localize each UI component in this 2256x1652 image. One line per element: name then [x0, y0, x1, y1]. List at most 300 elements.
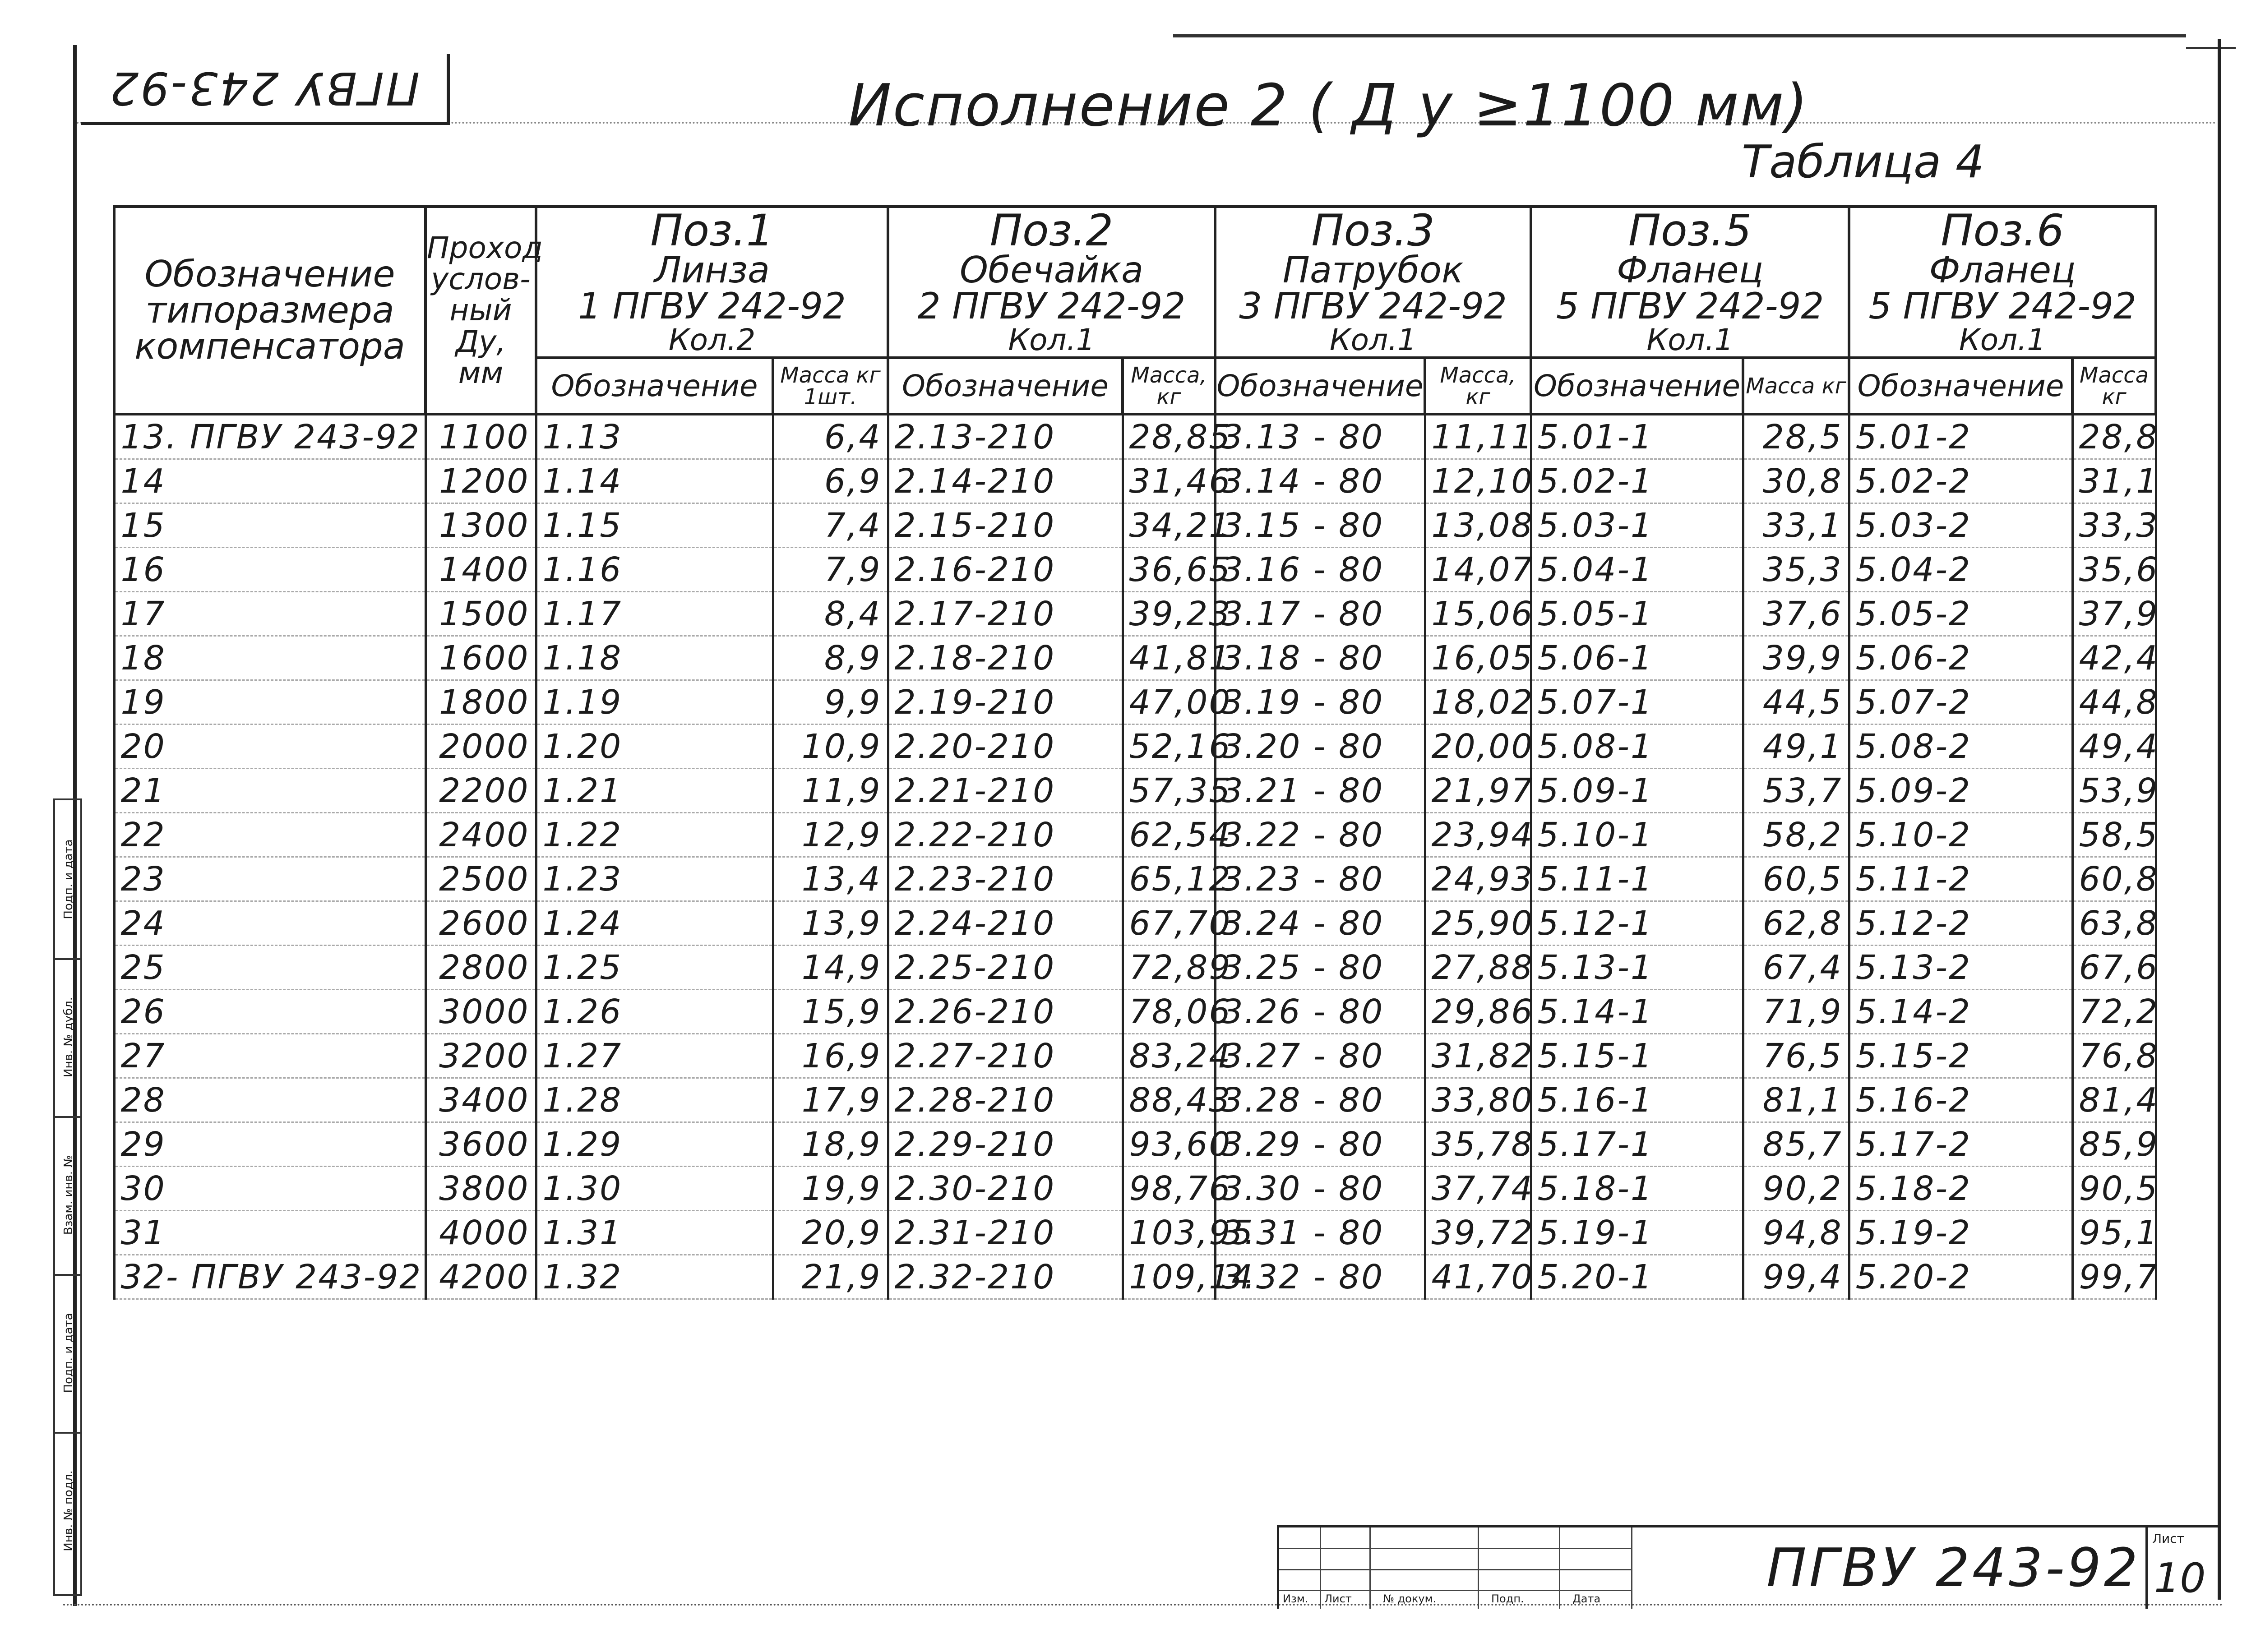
cell-pos6-mass: 72,2 — [2072, 990, 2156, 1034]
cell-designation: 28 — [114, 1078, 425, 1122]
tb-col-label: Дата — [1572, 1592, 1601, 1605]
cell-pos1-mass: 6,9 — [773, 459, 888, 503]
cell-pos3-mass: 20,00 — [1425, 724, 1531, 769]
cell-pos1-mass: 14,9 — [773, 946, 888, 990]
cell-pos6-mass: 28,8 — [2072, 414, 2156, 459]
cell-pos5-code: 5.10-1 — [1531, 813, 1743, 857]
header-passage — [425, 207, 543, 414]
table-row — [114, 548, 2156, 592]
cell-pos6-mass: 35,6 — [2072, 548, 2156, 592]
cell-pos3-code: 3.17 - 80 — [1215, 592, 1425, 636]
cell-pos3-code: 3.18 - 80 — [1215, 636, 1425, 680]
left-margin-label: Подп. и дата — [62, 1313, 75, 1393]
left-margin-label: Подп. и дата — [62, 839, 75, 919]
cell-pos5-code: 5.07-1 — [1531, 680, 1743, 724]
left-margin-label: Инв. № подл. — [62, 1470, 75, 1551]
cell-pos2-code: 2.23-210 — [888, 857, 1123, 901]
cell-passage: 3600 — [425, 1122, 536, 1167]
table-row — [114, 1255, 2156, 1299]
cell-pos2-mass: 31,46 — [1123, 459, 1215, 503]
cell-pos2-code: 2.19-210 — [888, 680, 1123, 724]
cell-pos5-mass: 60,5 — [1743, 857, 1849, 901]
cell-designation: 18 — [114, 636, 425, 680]
cell-pos2-mass: 47,00 — [1123, 680, 1215, 724]
cell-designation: 22 — [114, 813, 425, 857]
group-pos: Поз.2 — [989, 205, 1114, 256]
col-mass: Масса кг — [1743, 358, 1849, 414]
cell-pos1-code: 1.28 — [536, 1078, 773, 1122]
cell-pos1-mass: 16,9 — [773, 1034, 888, 1078]
table-row — [114, 1167, 2156, 1211]
cell-pos2-mass: 28,85 — [1123, 414, 1215, 459]
cell-pos5-code: 5.05-1 — [1531, 592, 1743, 636]
cell-pos6-mass: 95,1 — [2072, 1211, 2156, 1255]
group-pos: Поз.1 — [650, 205, 774, 256]
cell-pos5-mass: 44,5 — [1743, 680, 1849, 724]
cell-pos6-mass: 53,9 — [2072, 769, 2156, 813]
cell-pos6-code: 5.19-2 — [1849, 1211, 2072, 1255]
frame-corner-tick — [2186, 47, 2236, 49]
cell-pos2-mass: 83,24 — [1123, 1034, 1215, 1078]
document-code: ПГВУ 243-92 — [1766, 1537, 2140, 1599]
cell-pos1-mass: 7,9 — [773, 548, 888, 592]
cell-pos2-mass: 34,21 — [1123, 503, 1215, 548]
cell-pos6-mass: 42,4 — [2072, 636, 2156, 680]
cell-pos6-code: 5.07-2 — [1849, 680, 2072, 724]
cell-pos2-code: 2.28-210 — [888, 1078, 1123, 1122]
cell-designation: 20 — [114, 724, 425, 769]
cell-pos5-code: 5.08-1 — [1531, 724, 1743, 769]
cell-passage: 1500 — [425, 592, 536, 636]
cell-pos5-code: 5.01-1 — [1531, 414, 1743, 459]
table-row — [114, 1122, 2156, 1167]
cell-passage: 3000 — [425, 990, 536, 1034]
cell-designation: 13. ПГВУ 243-92 — [114, 414, 425, 459]
group-name: Фланец — [1617, 249, 1764, 291]
cell-passage: 2000 — [425, 724, 536, 769]
cell-designation: 32- ПГВУ 243-92 — [114, 1255, 425, 1299]
cell-pos2-code: 2.21-210 — [888, 769, 1123, 813]
cell-pos5-code: 5.13-1 — [1531, 946, 1743, 990]
cell-pos6-mass: 81,4 — [2072, 1078, 2156, 1122]
cell-passage: 2200 — [425, 769, 536, 813]
cell-pos5-mass: 81,1 — [1743, 1078, 1849, 1122]
cell-pos2-code: 2.26-210 — [888, 990, 1123, 1034]
sheet-box — [2145, 1527, 2206, 1609]
cell-pos1-mass: 13,4 — [773, 857, 888, 901]
cell-pos6-code: 5.04-2 — [1849, 548, 2072, 592]
cell-pos2-code: 2.32-210 — [888, 1255, 1123, 1299]
table-row — [114, 414, 2156, 459]
cell-pos3-mass: 25,90 — [1425, 901, 1531, 946]
cell-pos6-mass: 99,7 — [2072, 1255, 2156, 1299]
header-group-pos6 — [1849, 207, 2156, 358]
table-label: Таблица 4 — [1742, 135, 1984, 188]
cell-pos1-mass: 8,4 — [773, 592, 888, 636]
cell-pos3-mass: 27,88 — [1425, 946, 1531, 990]
col-mass: Масса, кг — [1425, 358, 1531, 414]
cell-passage: 2400 — [425, 813, 536, 857]
cell-pos6-mass: 63,8 — [2072, 901, 2156, 946]
cell-pos3-code: 3.14 - 80 — [1215, 459, 1425, 503]
spec-table — [113, 205, 2157, 1300]
cell-pos5-mass: 37,6 — [1743, 592, 1849, 636]
table-row — [114, 1078, 2156, 1122]
cell-pos3-mass: 24,93 — [1425, 857, 1531, 901]
group-qty: Кол.2 — [668, 322, 756, 357]
cell-pos6-mass: 31,1 — [2072, 459, 2156, 503]
cell-pos3-code: 3.31 - 80 — [1215, 1211, 1425, 1255]
table-body — [114, 414, 2159, 1299]
group-qty: Кол.1 — [1959, 322, 2046, 357]
cell-pos5-code: 5.17-1 — [1531, 1122, 1743, 1167]
cell-pos3-code: 3.23 - 80 — [1215, 857, 1425, 901]
cell-pos5-code: 5.06-1 — [1531, 636, 1743, 680]
cell-designation: 26 — [114, 990, 425, 1034]
cell-pos1-code: 1.25 — [536, 946, 773, 990]
cell-pos1-code: 1.26 — [536, 990, 773, 1034]
cell-pos2-code: 2.13-210 — [888, 414, 1123, 459]
cell-pos5-code: 5.02-1 — [1531, 459, 1743, 503]
cell-pos3-code: 3.20 - 80 — [1215, 724, 1425, 769]
col-code: Обозначение — [536, 358, 773, 414]
header-passage-l2: услов- — [431, 262, 531, 297]
cell-pos6-code: 5.15-2 — [1849, 1034, 2072, 1078]
cell-pos3-mass: 16,05 — [1425, 636, 1531, 680]
cell-pos6-mass: 49,4 — [2072, 724, 2156, 769]
col-code: Обозначение — [1215, 358, 1425, 414]
cell-pos5-mass: 90,2 — [1743, 1167, 1849, 1211]
cell-pos1-mass: 7,4 — [773, 503, 888, 548]
cell-pos3-code: 3.24 - 80 — [1215, 901, 1425, 946]
cell-pos6-code: 5.17-2 — [1849, 1122, 2072, 1167]
cell-pos3-code: 3.22 - 80 — [1215, 813, 1425, 857]
cell-pos3-mass: 29,86 — [1425, 990, 1531, 1034]
cell-pos5-code: 5.15-1 — [1531, 1034, 1743, 1078]
cell-pos2-mass: 98,76 — [1123, 1167, 1215, 1211]
tb-col-label: Изм. — [1283, 1592, 1308, 1605]
col-mass: Масса, кг — [1123, 358, 1215, 414]
left-margin-label: Инв. № дубл. — [62, 997, 75, 1077]
cell-pos1-mass: 6,4 — [773, 414, 888, 459]
group-doc: 5 ПГВУ 242-92 — [1556, 285, 1824, 327]
group-doc: 5 ПГВУ 242-92 — [1868, 285, 2136, 327]
cell-pos3-mass: 11,11 — [1425, 414, 1531, 459]
cell-pos3-code: 3.28 - 80 — [1215, 1078, 1425, 1122]
cell-designation: 27 — [114, 1034, 425, 1078]
cell-pos2-mass: 109,14 — [1123, 1255, 1215, 1299]
cell-pos2-code: 2.17-210 — [888, 592, 1123, 636]
header-group-pos5 — [1531, 207, 1849, 358]
cell-pos3-mass: 12,10 — [1425, 459, 1531, 503]
cell-designation: 24 — [114, 901, 425, 946]
group-name: Линза — [654, 249, 770, 291]
cell-passage: 1600 — [425, 636, 536, 680]
cell-pos2-code: 2.14-210 — [888, 459, 1123, 503]
cell-pos5-code: 5.18-1 — [1531, 1167, 1743, 1211]
cell-pos1-mass: 8,9 — [773, 636, 888, 680]
cell-pos2-code: 2.15-210 — [888, 503, 1123, 548]
group-doc: 2 ПГВУ 242-92 — [917, 285, 1186, 327]
cell-pos1-code: 1.27 — [536, 1034, 773, 1078]
cell-pos6-code: 5.09-2 — [1849, 769, 2072, 813]
group-doc: 1 ПГВУ 242-92 — [578, 285, 846, 327]
cell-designation: 31 — [114, 1211, 425, 1255]
cell-pos1-mass: 21,9 — [773, 1255, 888, 1299]
cell-pos6-code: 5.13-2 — [1849, 946, 2072, 990]
cell-pos1-code: 1.32 — [536, 1255, 773, 1299]
cell-pos3-mass: 39,72 — [1425, 1211, 1531, 1255]
header-group-pos1 — [536, 207, 888, 358]
cell-pos3-mass: 21,97 — [1425, 769, 1531, 813]
cell-designation: 16 — [114, 548, 425, 592]
cell-pos1-code: 1.17 — [536, 592, 773, 636]
group-doc: 3 ПГВУ 242-92 — [1239, 285, 1507, 327]
cell-pos1-mass: 12,9 — [773, 813, 888, 857]
cell-pos6-code: 5.05-2 — [1849, 592, 2072, 636]
col-code: Обозначение — [1849, 358, 2072, 414]
cell-pos6-mass: 67,6 — [2072, 946, 2156, 990]
cell-pos2-mass: 39,23 — [1123, 592, 1215, 636]
header-passage-l3: ный — [449, 293, 512, 328]
cell-pos5-code: 5.12-1 — [1531, 901, 1743, 946]
cell-pos2-mass: 72,89 — [1123, 946, 1215, 990]
cell-pos5-mass: 85,7 — [1743, 1122, 1849, 1167]
header-designation-l3: компенсатора — [134, 325, 405, 367]
cell-pos5-mass: 58,2 — [1743, 813, 1849, 857]
cell-pos6-code: 5.03-2 — [1849, 503, 2072, 548]
cell-pos2-code: 2.30-210 — [888, 1167, 1123, 1211]
cell-pos1-code: 1.22 — [536, 813, 773, 857]
cell-pos5-code: 5.16-1 — [1531, 1078, 1743, 1122]
table-row — [114, 1034, 2156, 1078]
col-mass: Масса кг — [2072, 358, 2156, 414]
header-designation-l2: типоразмера — [145, 289, 394, 331]
cell-pos2-mass: 57,35 — [1123, 769, 1215, 813]
cell-pos5-mass: 53,7 — [1743, 769, 1849, 813]
cell-pos3-code: 3.26 - 80 — [1215, 990, 1425, 1034]
cell-designation: 19 — [114, 680, 425, 724]
cell-pos1-code: 1.15 — [536, 503, 773, 548]
header-passage-l1: Проход — [427, 230, 543, 265]
cell-pos3-code: 3.29 - 80 — [1215, 1122, 1425, 1167]
cell-pos3-code: 3.13 - 80 — [1215, 414, 1425, 459]
cell-passage: 2500 — [425, 857, 536, 901]
cell-pos2-mass: 62,54 — [1123, 813, 1215, 857]
cell-pos6-mass: 44,8 — [2072, 680, 2156, 724]
cell-passage: 2600 — [425, 901, 536, 946]
cell-pos6-mass: 90,5 — [2072, 1167, 2156, 1211]
table-row — [114, 680, 2156, 724]
group-pos: Поз.6 — [1941, 205, 2064, 256]
cell-pos6-code: 5.18-2 — [1849, 1167, 2072, 1211]
table-row — [114, 813, 2156, 857]
cell-pos1-code: 1.19 — [536, 680, 773, 724]
cell-pos3-code: 3.19 - 80 — [1215, 680, 1425, 724]
cell-pos1-mass: 19,9 — [773, 1167, 888, 1211]
cell-pos1-mass: 17,9 — [773, 1078, 888, 1122]
cell-pos2-mass: 36,65 — [1123, 548, 1215, 592]
left-margin-stamp — [53, 798, 82, 1596]
cell-pos1-code: 1.21 — [536, 769, 773, 813]
cell-pos2-mass: 65,12 — [1123, 857, 1215, 901]
cell-pos5-code: 5.04-1 — [1531, 548, 1743, 592]
cell-designation: 14 — [114, 459, 425, 503]
tb-col-label: Лист — [1324, 1592, 1352, 1605]
cell-pos5-mass: 76,5 — [1743, 1034, 1849, 1078]
header-designation — [114, 207, 425, 414]
tb-col-label: № докум. — [1383, 1592, 1437, 1605]
table-row — [114, 946, 2156, 990]
cell-pos5-code: 5.20-1 — [1531, 1255, 1743, 1299]
cell-pos5-code: 5.09-1 — [1531, 769, 1743, 813]
cell-pos6-code: 5.01-2 — [1849, 414, 2072, 459]
cell-pos6-mass: 33,3 — [2072, 503, 2156, 548]
group-name: Обечайка — [959, 249, 1144, 291]
cell-passage: 1100 — [425, 414, 536, 459]
cell-pos6-code: 5.02-2 — [1849, 459, 2072, 503]
title-block — [1277, 1525, 2220, 1609]
cell-pos5-mass: 33,1 — [1743, 503, 1849, 548]
cell-pos5-mass: 49,1 — [1743, 724, 1849, 769]
table-row — [114, 636, 2156, 680]
cell-passage: 4200 — [425, 1255, 536, 1299]
cell-pos3-mass: 35,78 — [1425, 1122, 1531, 1167]
cell-pos1-mass: 11,9 — [773, 769, 888, 813]
header-group-pos2 — [888, 207, 1215, 358]
cell-pos1-code: 1.13 — [536, 414, 773, 459]
cell-pos3-mass: 37,74 — [1425, 1167, 1531, 1211]
cell-passage: 4000 — [425, 1211, 536, 1255]
cell-pos6-code: 5.20-2 — [1849, 1255, 2072, 1299]
cell-pos3-mass: 13,08 — [1425, 503, 1531, 548]
frame-right-border — [2218, 39, 2221, 1600]
cell-pos5-mass: 94,8 — [1743, 1211, 1849, 1255]
cell-pos5-code: 5.03-1 — [1531, 503, 1743, 548]
cell-pos1-code: 1.30 — [536, 1167, 773, 1211]
cell-pos6-code: 5.06-2 — [1849, 636, 2072, 680]
cell-pos6-mass: 85,9 — [2072, 1122, 2156, 1167]
cell-pos3-mass: 41,70 — [1425, 1255, 1531, 1299]
cell-passage: 1400 — [425, 548, 536, 592]
cell-pos1-code: 1.16 — [536, 548, 773, 592]
cell-pos5-code: 5.11-1 — [1531, 857, 1743, 901]
table-row — [114, 769, 2156, 813]
cell-pos1-mass: 10,9 — [773, 724, 888, 769]
left-margin-label: Взам. инв. № — [62, 1155, 75, 1235]
cell-designation: 29 — [114, 1122, 425, 1167]
cell-pos5-mass: 99,4 — [1743, 1255, 1849, 1299]
group-pos: Поз.3 — [1311, 205, 1435, 256]
cell-passage: 1800 — [425, 680, 536, 724]
group-name: Фланец — [1929, 249, 2076, 291]
cell-pos6-mass: 37,9 — [2072, 592, 2156, 636]
frame-top-border — [1173, 34, 2186, 37]
cell-pos3-mass: 23,94 — [1425, 813, 1531, 857]
cell-pos3-code: 3.15 - 80 — [1215, 503, 1425, 548]
group-qty: Кол.1 — [1646, 322, 1734, 357]
cell-pos2-code: 2.27-210 — [888, 1034, 1123, 1078]
col-code: Обозначение — [1531, 358, 1743, 414]
header-passage-l4: Ду, — [455, 324, 506, 359]
cell-pos2-code: 2.29-210 — [888, 1122, 1123, 1167]
cell-pos3-code: 3.16 - 80 — [1215, 548, 1425, 592]
cell-pos1-code: 1.20 — [536, 724, 773, 769]
cell-passage: 1300 — [425, 503, 536, 548]
revision-stamp-text: ПГВУ 243-92 — [108, 62, 420, 115]
sheet-label: Лист — [2152, 1531, 2184, 1546]
cell-pos5-mass: 62,8 — [1743, 901, 1849, 946]
cell-pos1-code: 1.14 — [536, 459, 773, 503]
cell-pos2-mass: 93,60 — [1123, 1122, 1215, 1167]
table-row — [114, 857, 2156, 901]
cell-pos1-code: 1.29 — [536, 1122, 773, 1167]
cell-pos3-code: 3.25 - 80 — [1215, 946, 1425, 990]
cell-pos6-code: 5.08-2 — [1849, 724, 2072, 769]
cell-pos5-mass: 30,8 — [1743, 459, 1849, 503]
cell-pos6-code: 5.14-2 — [1849, 990, 2072, 1034]
group-name: Патрубок — [1282, 249, 1464, 291]
col-mass: Масса кг 1шт. — [773, 358, 888, 414]
table-row — [114, 901, 2156, 946]
cell-pos3-mass: 31,82 — [1425, 1034, 1531, 1078]
cell-pos1-code: 1.18 — [536, 636, 773, 680]
cell-pos5-mass: 39,9 — [1743, 636, 1849, 680]
table-row — [114, 990, 2156, 1034]
header-group-pos3 — [1215, 207, 1531, 358]
cell-pos2-code: 2.24-210 — [888, 901, 1123, 946]
table-row — [114, 503, 2156, 548]
cell-pos6-code: 5.11-2 — [1849, 857, 2072, 901]
cell-pos2-code: 2.20-210 — [888, 724, 1123, 769]
cell-pos1-mass: 20,9 — [773, 1211, 888, 1255]
cell-pos6-code: 5.10-2 — [1849, 813, 2072, 857]
cell-pos6-code: 5.12-2 — [1849, 901, 2072, 946]
cell-pos2-mass: 78,06 — [1123, 990, 1215, 1034]
cell-passage: 1200 — [425, 459, 536, 503]
cell-pos2-code: 2.25-210 — [888, 946, 1123, 990]
cell-pos6-mass: 76,8 — [2072, 1034, 2156, 1078]
cell-pos6-mass: 58,5 — [2072, 813, 2156, 857]
page-title: Исполнение 2 ( Д у ≥1100 мм) — [848, 72, 1809, 139]
table-row — [114, 724, 2156, 769]
cell-designation: 25 — [114, 946, 425, 990]
revision-stamp — [81, 54, 450, 125]
cell-pos2-mass: 41,81 — [1123, 636, 1215, 680]
cell-pos2-code: 2.18-210 — [888, 636, 1123, 680]
group-qty: Кол.1 — [1008, 322, 1095, 357]
cell-pos3-mass: 18,02 — [1425, 680, 1531, 724]
cell-pos6-code: 5.16-2 — [1849, 1078, 2072, 1122]
col-code: Обозначение — [888, 358, 1123, 414]
cell-pos5-code: 5.14-1 — [1531, 990, 1743, 1034]
cell-pos1-code: 1.23 — [536, 857, 773, 901]
cell-pos5-mass: 71,9 — [1743, 990, 1849, 1034]
sheet-number: 10 — [2154, 1555, 2206, 1602]
cell-pos3-code: 3.27 - 80 — [1215, 1034, 1425, 1078]
cell-pos2-code: 2.16-210 — [888, 548, 1123, 592]
cell-pos1-mass: 15,9 — [773, 990, 888, 1034]
group-qty: Кол.1 — [1329, 322, 1417, 357]
cell-pos1-mass: 13,9 — [773, 901, 888, 946]
cell-pos3-code: 3.30 - 80 — [1215, 1167, 1425, 1211]
cell-pos5-mass: 35,3 — [1743, 548, 1849, 592]
cell-designation: 30 — [114, 1167, 425, 1211]
cell-designation: 21 — [114, 769, 425, 813]
table-row — [114, 459, 2156, 503]
cell-designation: 15 — [114, 503, 425, 548]
table-row — [114, 592, 2156, 636]
